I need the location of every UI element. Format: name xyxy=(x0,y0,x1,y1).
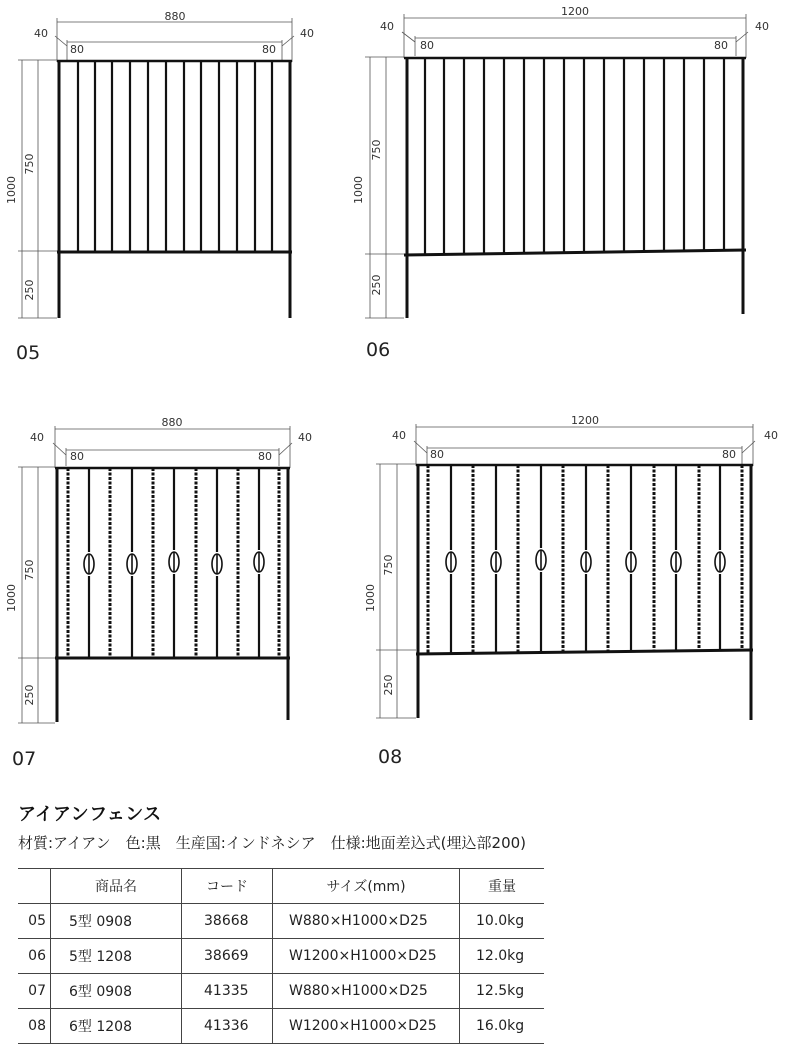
row-number: 07 xyxy=(18,974,51,1009)
fence-07-total-height-label: 1000 xyxy=(5,584,18,612)
product-size: W1200×H1000×D25 xyxy=(273,939,460,974)
product-name: 5型 0908 xyxy=(51,904,182,939)
fence-08-diagram xyxy=(364,414,778,720)
table-header-cell: コード xyxy=(182,869,273,904)
product-name: 6型 0908 xyxy=(51,974,182,1009)
table-header-cell: 重量 xyxy=(460,869,545,904)
product-size: W880×H1000×D25 xyxy=(273,974,460,1009)
fence-07-diagram xyxy=(5,416,312,723)
product-weight: 12.0kg xyxy=(460,939,545,974)
product-weight: 12.5kg xyxy=(460,974,545,1009)
fence-06-side-right-label: 40 xyxy=(755,20,769,33)
product-code: 41336 xyxy=(182,1009,273,1044)
fence-06-panel-height-label: 750 xyxy=(370,139,383,161)
fence-05-label: 05 xyxy=(16,342,41,364)
fence-07-label: 07 xyxy=(12,748,37,770)
product-size: W1200×H1000×D25 xyxy=(273,1009,460,1044)
fence-07-side-left-label: 40 xyxy=(30,431,44,444)
fence-06-side-left-label: 40 xyxy=(380,20,394,33)
table-row xyxy=(18,1009,544,1044)
fence-08-inner-left-label: 80 xyxy=(430,448,444,461)
row-number: 08 xyxy=(18,1009,51,1044)
table-row xyxy=(18,939,544,974)
table-header-cell: 商品名 xyxy=(51,869,182,904)
product-weight: 16.0kg xyxy=(460,1009,545,1044)
row-number: 06 xyxy=(18,939,51,974)
product-code: 41335 xyxy=(182,974,273,1009)
fence-07-panel-height-label: 750 xyxy=(23,559,36,581)
table-row xyxy=(18,974,544,1009)
fence-06-inner-right-label: 80 xyxy=(714,39,728,52)
fence-05-panel-height-label: 750 xyxy=(23,153,36,175)
fence-05-inner-left-label: 80 xyxy=(70,43,84,56)
fence-08-label: 08 xyxy=(378,746,403,768)
fence-05-diagram xyxy=(5,10,314,318)
fence-06-diagram xyxy=(352,5,769,318)
table-header-cell: サイズ(mm) xyxy=(273,869,460,904)
fence-06-stake-height-label: 250 xyxy=(370,274,383,296)
fence-08-inner-right-label: 80 xyxy=(722,448,736,461)
fence-05-inner-right-label: 80 xyxy=(262,43,276,56)
fence-08-side-left-label: 40 xyxy=(392,429,406,442)
fence-07-inner-right-label: 80 xyxy=(258,450,272,463)
product-table xyxy=(18,868,544,1044)
fence-07-side-right-label: 40 xyxy=(298,431,312,444)
product-code: 38668 xyxy=(182,904,273,939)
fence-05-width-label: 880 xyxy=(164,10,186,23)
fence-07-inner-left-label: 80 xyxy=(70,450,84,463)
table-row xyxy=(18,904,544,939)
fence-05-side-left-label: 40 xyxy=(34,27,48,40)
fence-06-width-label: 1200 xyxy=(561,5,589,18)
fence-07-width-label: 880 xyxy=(161,416,183,429)
fence-05-side-right-label: 40 xyxy=(300,27,314,40)
fence-05-stake-height-label: 250 xyxy=(23,279,36,301)
product-specs: 材質:アイアン 色:黒 生産国:インドネシア 仕様:地面差込式(埋込部200) xyxy=(18,834,527,852)
product-name: 6型 1208 xyxy=(51,1009,182,1044)
product-title: アイアンフェンス xyxy=(18,804,162,825)
table-header-row xyxy=(18,869,544,904)
fence-06-total-height-label: 1000 xyxy=(352,176,365,204)
fence-08-width-label: 1200 xyxy=(571,414,599,427)
fence-06-inner-left-label: 80 xyxy=(420,39,434,52)
product-weight: 10.0kg xyxy=(460,904,545,939)
product-size: W880×H1000×D25 xyxy=(273,904,460,939)
row-number: 05 xyxy=(18,904,51,939)
fence-06-label: 06 xyxy=(366,339,391,361)
fence-08-total-height-label: 1000 xyxy=(364,584,377,612)
fence-07-stake-height-label: 250 xyxy=(23,684,36,706)
fence-08-side-right-label: 40 xyxy=(764,429,778,442)
fence-08-stake-height-label: 250 xyxy=(382,674,395,696)
product-code: 38669 xyxy=(182,939,273,974)
product-name: 5型 1208 xyxy=(51,939,182,974)
fence-08-panel-height-label: 750 xyxy=(382,554,395,576)
table-header-cell xyxy=(18,869,51,904)
fence-05-total-height-label: 1000 xyxy=(5,176,18,204)
